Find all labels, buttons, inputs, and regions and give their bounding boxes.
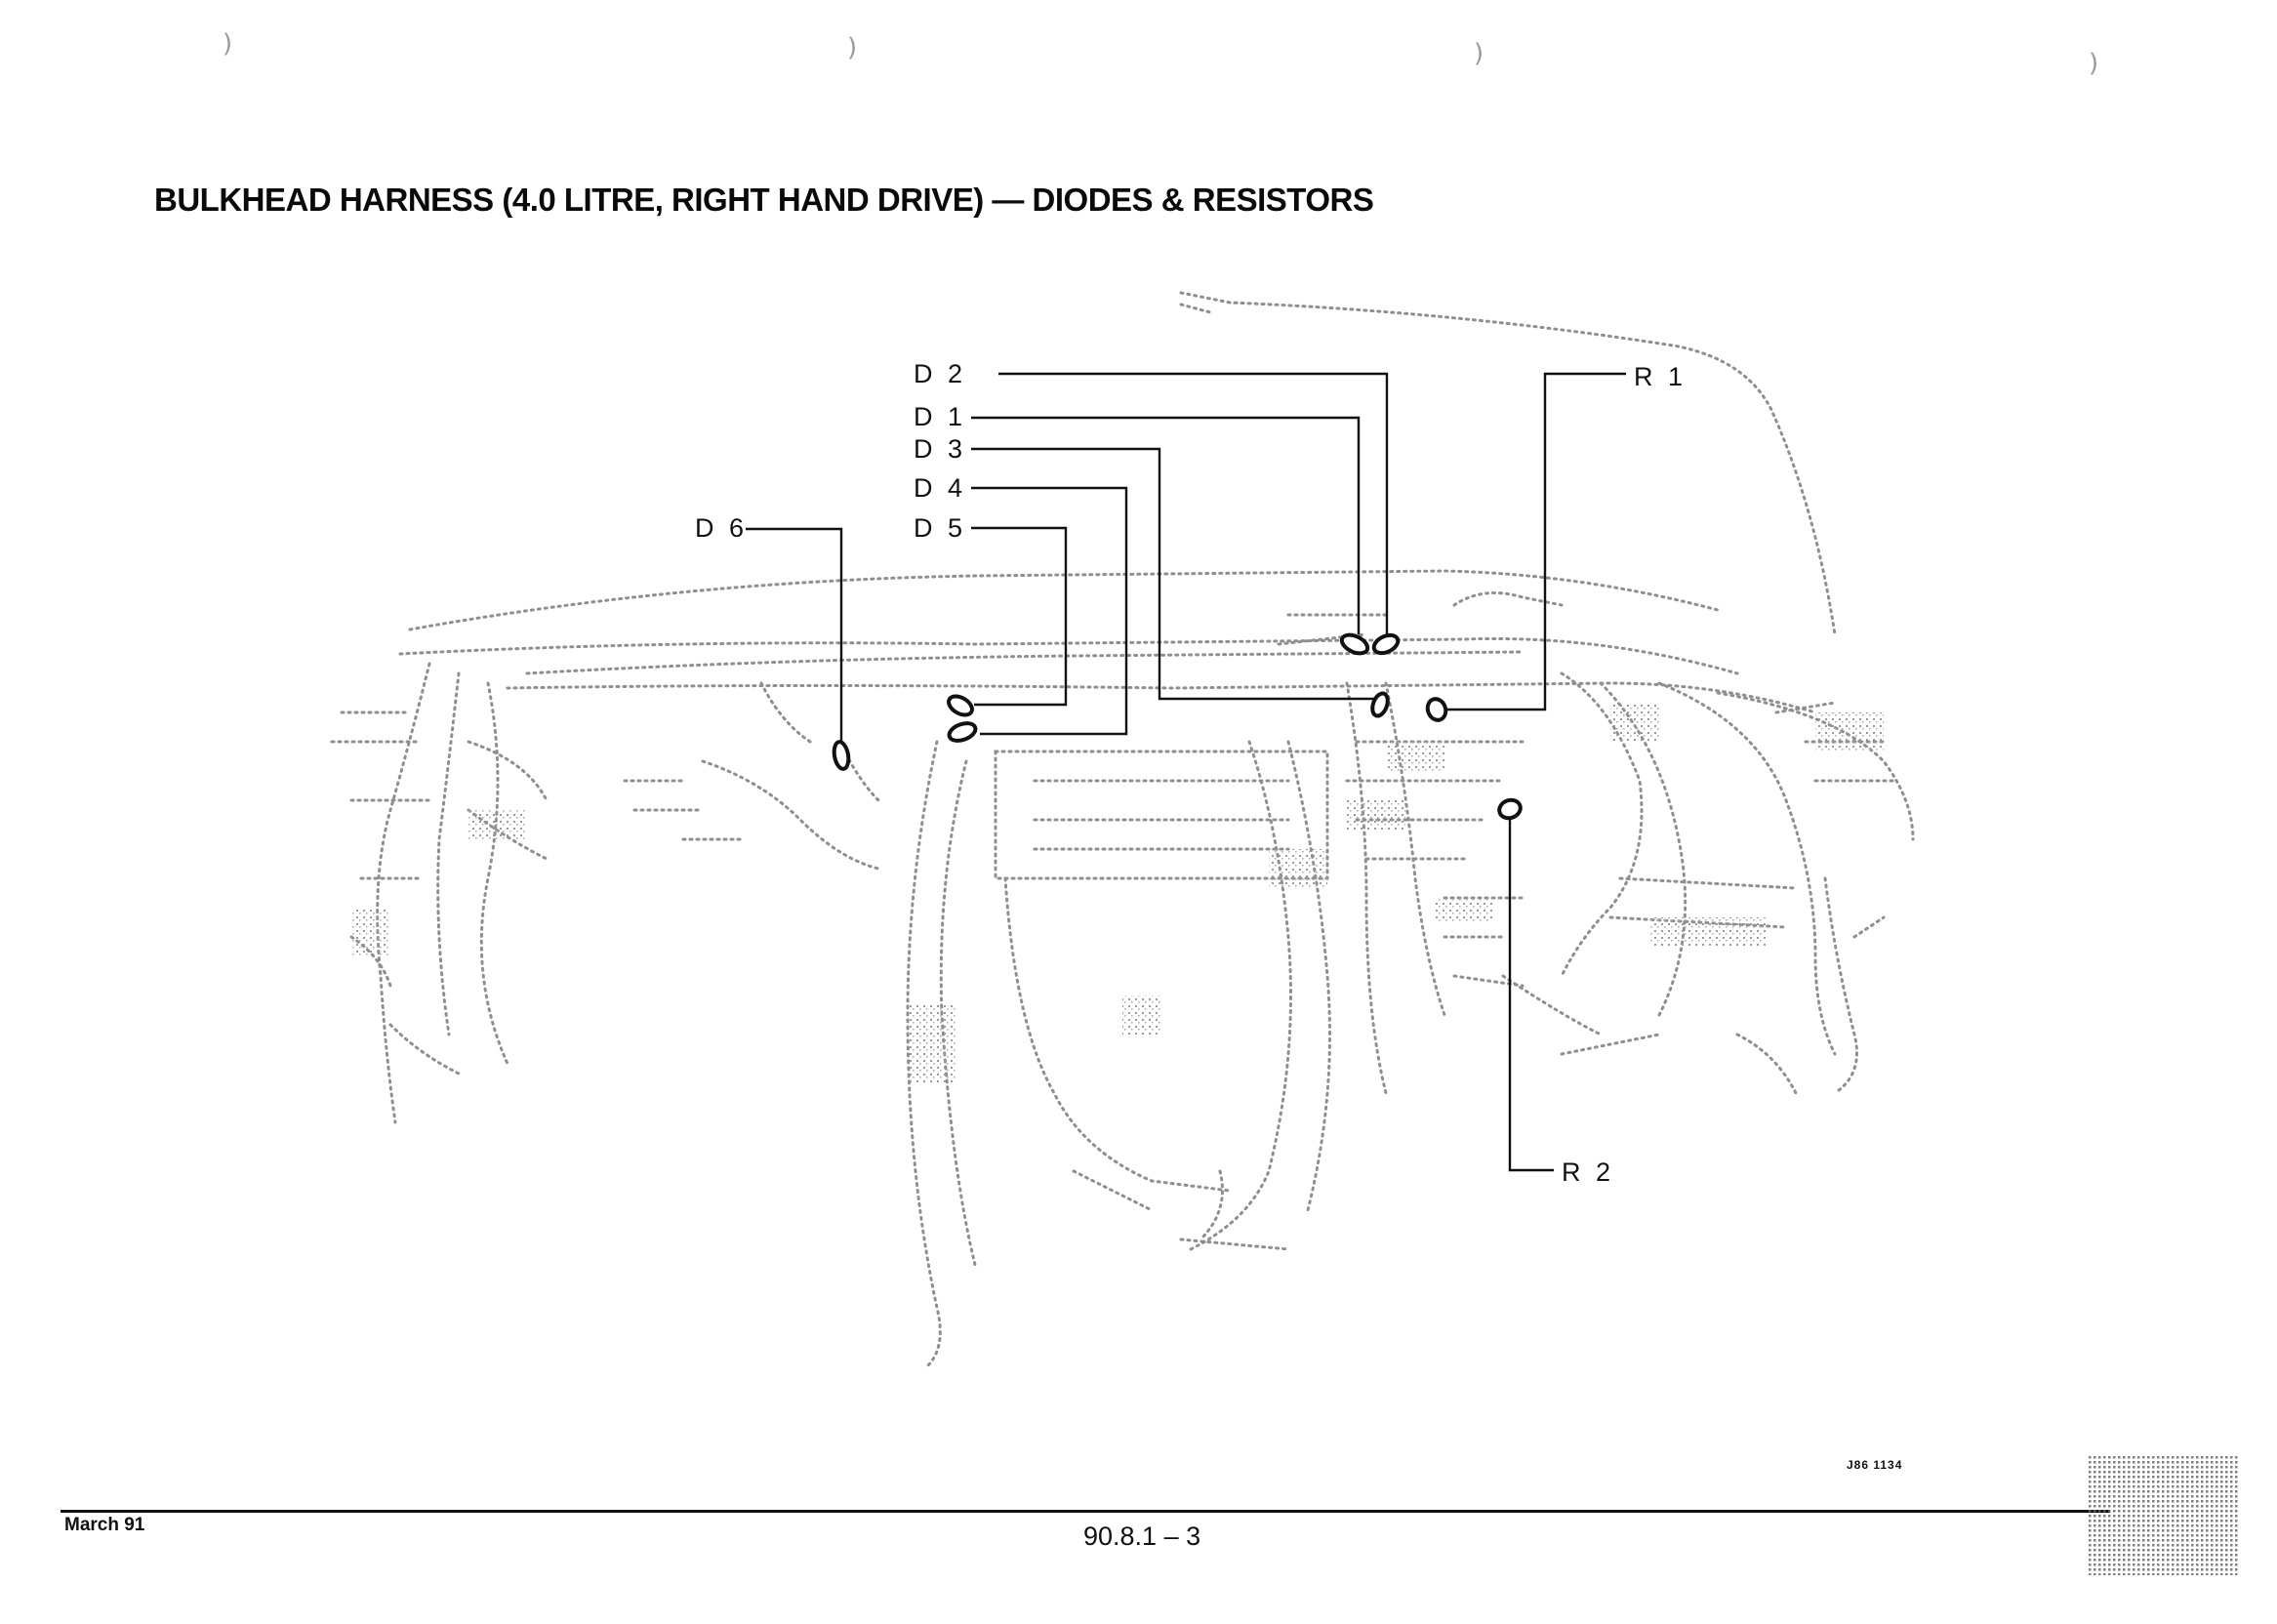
resistor-r2-symbol — [1497, 797, 1524, 821]
callout-d3: D 3 — [914, 434, 967, 464]
punch-mark: ) — [1474, 39, 1484, 68]
punch-mark: ) — [223, 29, 233, 59]
leader-d6 — [746, 529, 841, 747]
callout-d2: D 2 — [914, 359, 967, 388]
diode-d6-symbol — [833, 741, 851, 770]
callout-r2: R 2 — [1562, 1157, 1615, 1187]
punch-mark: ) — [847, 33, 858, 62]
figure-reference: J86 1134 — [1847, 1458, 1903, 1472]
diode-d1-symbol — [1339, 631, 1370, 657]
footer-date: March 91 — [64, 1515, 145, 1535]
components — [833, 631, 1524, 821]
page-number: 90.8.1 – 3 — [1083, 1522, 1201, 1551]
callout-d1: D 1 — [914, 402, 967, 431]
punch-mark: ) — [2089, 49, 2099, 78]
callout-d5: D 5 — [914, 513, 967, 543]
leader-r2 — [1510, 812, 1554, 1170]
diode-d4-symbol — [947, 720, 978, 745]
callout-d4: D 4 — [914, 473, 967, 503]
callout-r1: R 1 — [1634, 362, 1687, 391]
footer-divider — [61, 1510, 2110, 1513]
leader-d5 — [971, 528, 1066, 705]
harness-outline — [332, 293, 1913, 1366]
leader-lines — [746, 374, 1626, 1170]
page-title: BULKHEAD HARNESS (4.0 LITRE, RIGHT HAND DRIVE) — DIODES & RESISTORS — [154, 182, 1374, 218]
connector-blocks — [351, 703, 1884, 1083]
leader-r1 — [1444, 374, 1626, 710]
diode-d3-symbol — [1369, 691, 1390, 717]
scan-stamp-graphic — [2089, 1456, 2239, 1575]
diode-d5-symbol — [946, 693, 976, 719]
leader-d1 — [971, 418, 1359, 634]
callout-d6: D 6 — [695, 513, 749, 543]
leader-d2 — [998, 374, 1387, 639]
leader-d4 — [971, 488, 1126, 734]
resistor-r1-symbol — [1425, 697, 1448, 723]
